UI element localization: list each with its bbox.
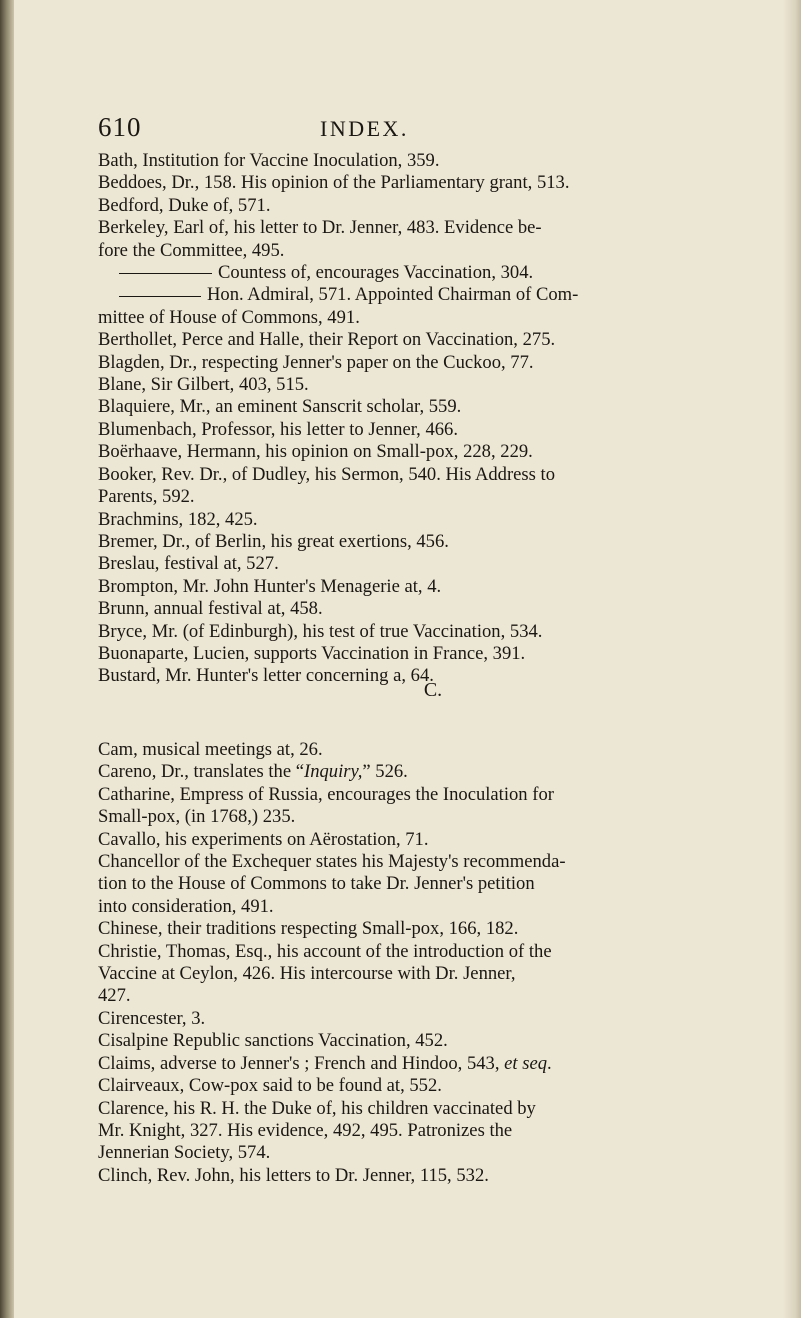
index-entry: Bryce, Mr. (of Edinburgh), his test of true Vaccination, 534. [98,620,543,642]
index-subentry: Countess of, encourages Vaccination, 304. [98,262,778,284]
index-entry: Beddoes, Dr., 158. His opinion of the Parliamentary grant, 513. [98,172,570,194]
index-entry: Brunn, annual festival at, 458. [98,598,323,620]
index-entry: Clarence, his R. H. the Duke of, his children vaccinated by Mr. Knight, 327. His evidence, 492, 495. Patronizes the Jennerian Society, 574. [98,1097,536,1164]
section-b-entries [98,150,778,688]
ditto-dash [119,273,212,274]
index-entry: Booker, Rev. Dr., of Dudley, his Sermon, 540. His Address to Parents, 592. [98,463,556,508]
index-entry: Bustard, Mr. Hunter's letter concerning a, 64. [98,665,434,687]
index-entry: Chinese, their traditions respecting Small-pox, 166, 182. [98,918,519,940]
index-entry: Brachmins, 182, 425. [98,508,258,530]
page-number: 610 [98,112,142,142]
index-entry: Christie, Thomas, Esq., his account of the introduction of the Vaccine at Ceylon, 426. His intercourse with Dr. Jenner, 427. [98,940,552,1007]
index-entry: Cam, musical meetings at, 26. [98,739,323,760]
section-letter-heading: C. [423,679,443,701]
index-entry: Cavallo, his experiments on Aërostation, 71. [98,828,429,850]
index-entry: Berthollet, Perce and Halle, their Report on Vaccination, 275. [98,329,556,351]
index-entry: Breslau, festival at, 527. [98,553,279,575]
ditto-dash [119,296,201,297]
index-entry: Cirencester, 3. [98,1007,206,1029]
index-entry: Berkeley, Earl of, his letter to Dr. Jenner, 483. Evidence be- fore the Committee, 495. [98,217,542,261]
page-header [98,112,738,146]
index-entry: Buonaparte, Lucien, supports Vaccination in France, 391. [98,642,526,664]
index-entry: Brompton, Mr. John Hunter's Menagerie at, 4. [98,575,442,597]
index-entry: Chancellor of the Exchequer states his Majesty's recommenda- tion to the House of Commons to take Dr. Jenner's petition into consideration, 491. [98,851,566,917]
index-entry: Blaquiere, Mr., an eminent Sanscrit scholar, 559. [98,396,462,418]
index-entry: Claims, adverse to Jenner's ; French and Hindoo, 543, et seq. [98,1052,552,1074]
index-entry: Clinch, Rev. John, his letters to Dr. Jenner, 115, 532. [98,1164,489,1186]
index-entry: Careno, Dr., translates the “Inquiry,” 526. [98,761,408,783]
index-entry: Bremer, Dr., of Berlin, his great exertions, 456. [98,530,449,552]
index-entry: Clairveaux, Cow-pox said to be found at, 552. [98,1075,442,1097]
index-entry: Boërhaave, Hermann, his opinion on Small-pox, 228, 229. [98,441,533,463]
index-entry: Blane, Sir Gilbert, 403, 515. [98,374,309,396]
index-entry: Cisalpine Republic sanctions Vaccination, 452. [98,1030,448,1052]
index-entry: Catharine, Empress of Russia, encourages the Inoculation for Small-pox, (in 1768,) 235. [98,783,554,828]
index-entry: Blumenbach, Professor, his letter to Jenner, 466. [98,418,458,440]
index-entry: Blagden, Dr., respecting Jenner's paper on the Cuckoo, 77. [98,351,534,373]
index-entry: Bedford, Duke of, 571. [98,194,271,216]
section-c-entries [98,739,778,1187]
running-head: INDEX. [320,116,409,141]
index-subentry: Hon. Admiral, 571. Appointed Chairman of Com- mittee of House of Commons, 491. [98,284,579,328]
index-entry: Bath, Institution for Vaccine Inoculation, 359. [98,150,440,171]
